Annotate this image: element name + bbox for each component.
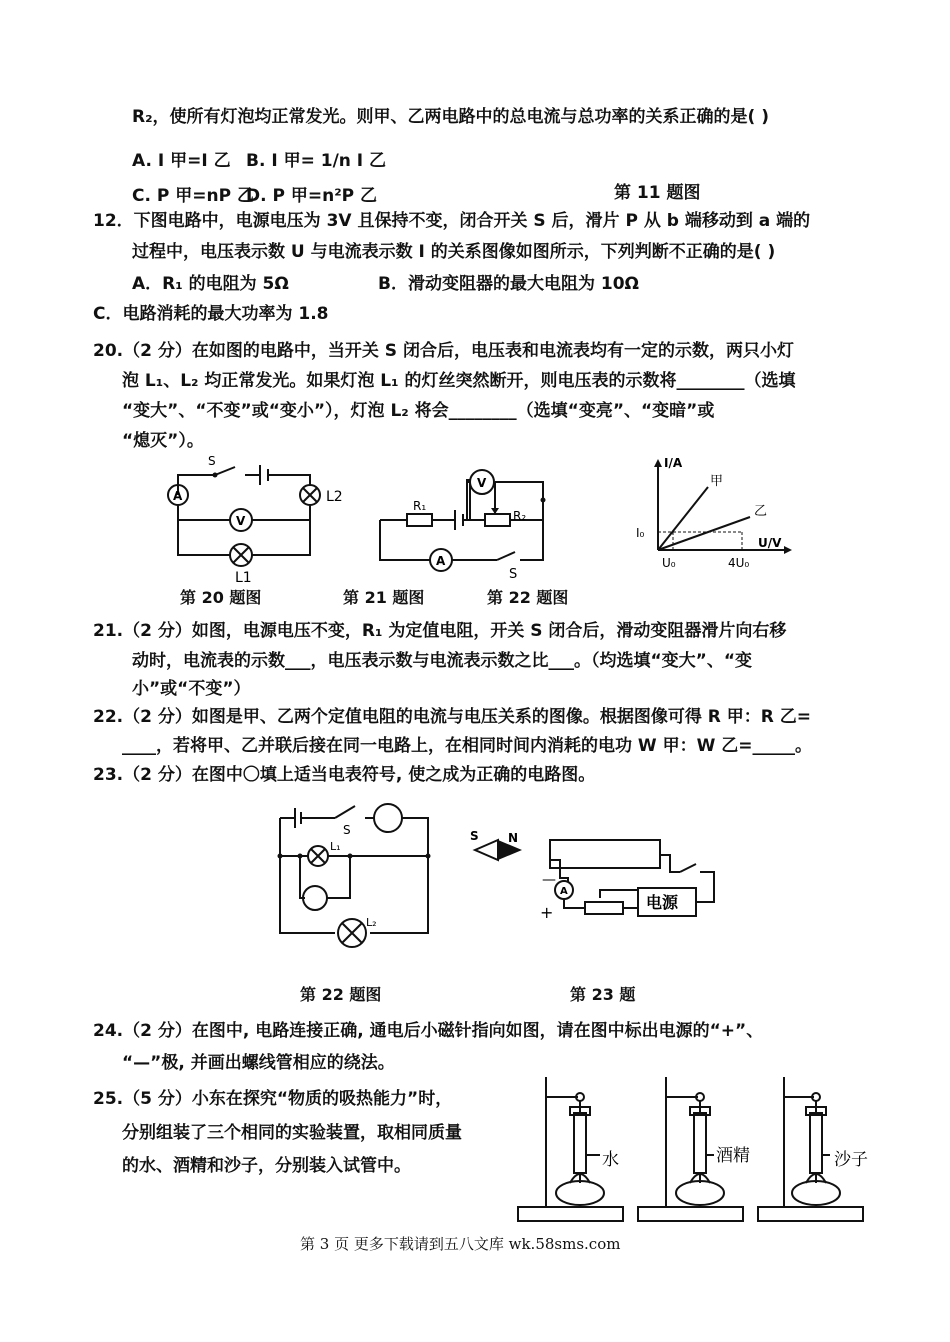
figure-21-overlay (375, 460, 550, 585)
u0-label: U₀ (662, 556, 676, 570)
water-label: 水 (602, 1150, 619, 1170)
option-c: C．电路消耗的最大功率为 1.8 (93, 304, 329, 324)
i0-label: I₀ (636, 526, 645, 540)
option-d: D. P 甲=n²P 乙 (246, 186, 378, 206)
figure-22b-caption: 第 22 题图 (300, 985, 382, 1004)
figure-23-diagram (470, 830, 730, 940)
question-20: 20.（2 分）在如图的电路中，当开关 S 闭合后，电压表和电流表均有一定的示数，两只小灯 (93, 341, 794, 361)
figure-22b-circuit (270, 798, 440, 948)
y-axis-label: I/A (664, 456, 683, 470)
option-c: C. P 甲=nP 乙 (132, 186, 254, 206)
text-line: 分别组装了三个相同的实验装置，取相同质量 (122, 1123, 462, 1143)
series-jia-label: 甲 (710, 474, 724, 489)
4u0-label: 4U₀ (728, 556, 750, 570)
figure-25-apparatus (508, 1075, 868, 1235)
question-21: 21.（2 分）如图，电源电压不变，R₁ 为定值电阻，开关 S 闭合后，滑动变阻器滑片向右移 (93, 621, 787, 641)
compass-n-label: N (508, 831, 519, 845)
option-b: B．滑动变阻器的最大电阻为 10Ω (378, 274, 639, 294)
question-22: 22.（2 分）如图是甲、乙两个定值电阻的电流与电压关系的图像。根据图像可得 R 甲：R 乙= (93, 707, 812, 727)
figure-22-caption: 第 22 题图 (487, 588, 569, 607)
voltmeter-label: V (236, 514, 246, 528)
lamp-l2-label: L2 (326, 489, 343, 505)
switch-label: S (208, 454, 216, 468)
ammeter-label: A (436, 554, 446, 568)
text-line: 动时，电流表的示数___，电压表示数与电流表示数之比___。（均选填“变大”、“变 (132, 651, 753, 671)
text-line: 小”或“不变”） (132, 679, 251, 699)
figure-20-circuit (160, 455, 360, 585)
compass-s-label: S (470, 829, 479, 843)
question-25: 25.（5 分）小东在探究“物质的吸热能力”时， (93, 1089, 453, 1109)
page-footer: 第 3 页 更多下载请到五八文库 wk.58sms.com (300, 1235, 621, 1253)
lamp-l2-label: L₂ (366, 916, 377, 929)
minus-label: — (542, 872, 556, 888)
r2-label: R₂ (513, 509, 527, 523)
figure-21-caption: 第 21 题图 (343, 588, 425, 607)
question-12: 12．下图电路中，电源电压为 3V 且保持不变，闭合开关 S 后，滑片 P 从 b 端移动到 a 端的 (93, 211, 811, 231)
question-23: 23.（2 分）在图中〇填上适当电表符号, 使之成为正确的电路图。 (93, 765, 596, 785)
text-line: ____，若将甲、乙并联后接在同一电路上，在相同时间内消耗的电功 W 甲：W 乙=_____。 (122, 736, 813, 756)
figure-22-graph (630, 455, 800, 575)
series-yi-label: 乙 (754, 504, 768, 519)
switch-label: S (343, 823, 351, 837)
lamp-l1-label: L₁ (330, 840, 341, 853)
text-line: R₂，使所有灯泡均正常发光。则甲、乙两电路中的总电流与总功率的关系正确的是( ) (132, 107, 769, 127)
figure-20-caption: 第 20 题图 (180, 588, 262, 607)
option-a: A．R₁ 的电阻为 5Ω (132, 274, 289, 294)
power-supply-label: 电源 (646, 893, 679, 912)
x-axis-label: U/V (758, 536, 782, 550)
sand-label: 沙子 (834, 1150, 868, 1170)
text-line: 过程中，电压表示数 U 与电流表示数 I 的关系图像如图所示，下列判断不正确的是( ) (132, 242, 776, 262)
figure-23-caption: 第 23 题 (570, 985, 636, 1004)
alcohol-label: 酒精 (716, 1146, 750, 1166)
text-line: “熄灭”）。 (122, 431, 204, 451)
text-line: “变大”、“不变”或“变小”），灯泡 L₂ 将会________（选填“变亮”、“变暗”或 (122, 401, 715, 421)
voltmeter-label: V (477, 476, 487, 490)
option-b: B. I 甲= 1/n I 乙 (246, 151, 387, 171)
text-line: 泡 L₁、L₂ 均正常发光。如果灯泡 L₁ 的灯丝突然断开，则电压表的示数将________（选填 (122, 371, 796, 391)
ammeter-label: A (560, 886, 568, 897)
option-a: A. I 甲=I 乙 (132, 151, 231, 171)
ammeter-label: A (173, 489, 183, 503)
lamp-l1-label: L1 (235, 570, 252, 586)
r1-label: R₁ (413, 499, 427, 513)
switch-label: S (509, 567, 518, 582)
text-line: 的水、酒精和沙子，分别装入试管中。 (122, 1156, 411, 1176)
figure-caption: 第 11 题图 (614, 183, 701, 203)
text-line: “—”极, 并画出螺线管相应的绕法。 (122, 1053, 395, 1073)
question-24: 24.（2 分）在图中, 电路连接正确, 通电后小磁针指向如图，请在图中标出电源的“+”、 (93, 1021, 764, 1041)
plus-label: + (540, 903, 554, 922)
